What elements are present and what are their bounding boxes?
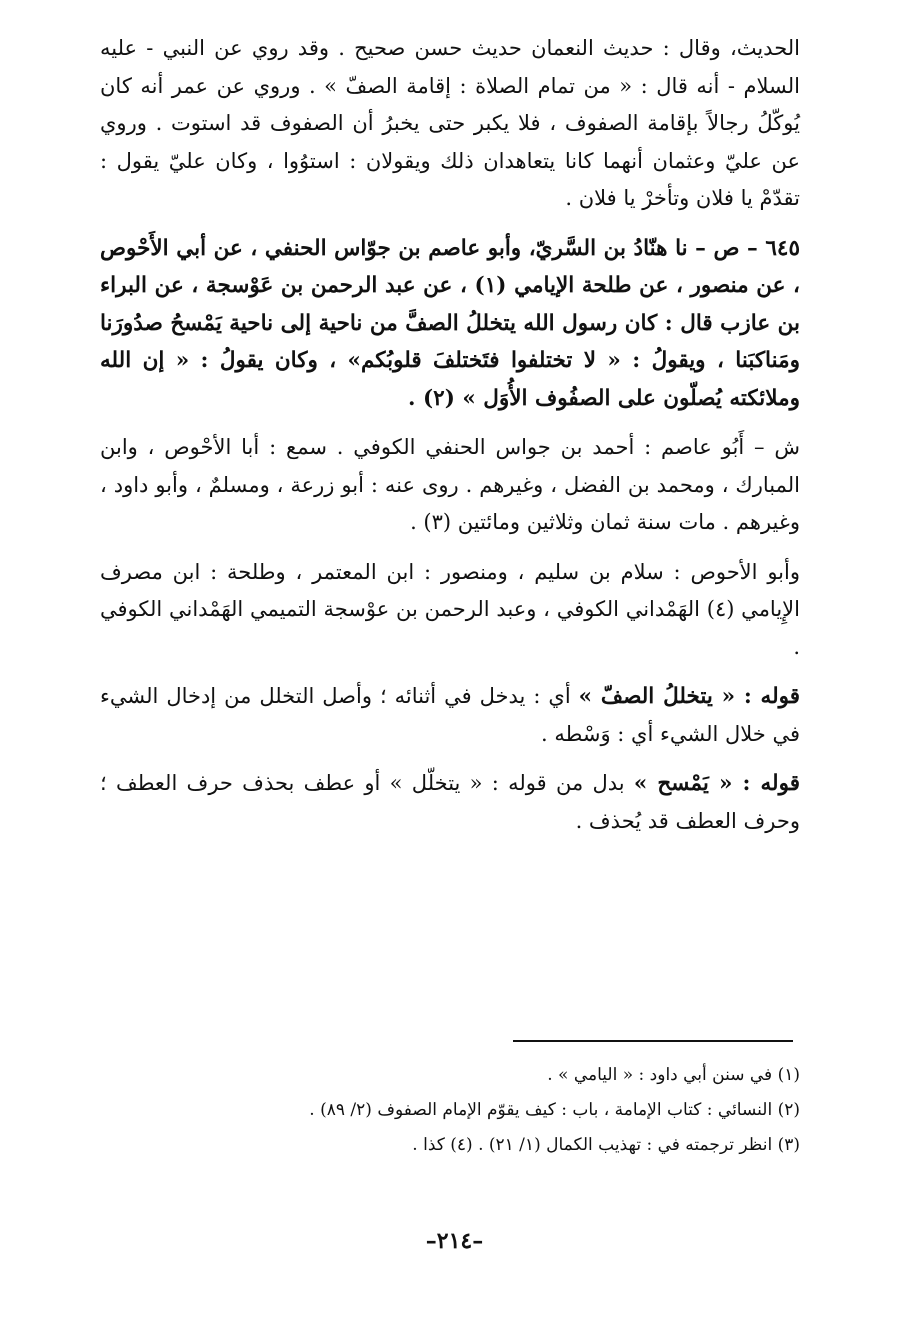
main-text — [100, 30, 800, 840]
paragraph-hadith-645: ٦٤٥ – ص – نا هنّادُ بن السَّريّ، وأبو عاصم بن جوّاس الحنفي ، عن أبي الأَحْوص ، عن منصور ، عن طلحة الإيامي (١) ، عن عبد الرحمن بن عَوْسجة ، عن البراء بن عازب قال : كان رسول الله يتخللُ الصفَّ من ناحية إلى ناحية يَمْسحُ صدُورَنا ومَناكبَنا ، ويقولُ : « لا تختلفوا فتَختلفَ قلوبُكم» ، وكان يقولُ : « إن الله وملائكته يُصلّون على الصفُوف الأُوَل » (٢) . — [100, 235, 800, 411]
paragraph-narrator-abu-asim: ش – أَبُو عاصم : أحمد بن جواس الحنفي الكوفي . سمع : أبا الأحْوص ، وابن المبارك ، ومحمد بن الفضل ، وغيرهم . روى عنه : أبو زرعة ، ومسلمٌ ، وأبو داود ، وغيرهم . مات سنة ثمان وثلاثين ومائتين (٣) . — [100, 435, 800, 534]
page-number: –٢١٤– — [425, 1228, 484, 1254]
paragraph-narrators-list: وأبو الأحوص : سلام بن سليم ، ومنصور : ابن المعتمر ، وطلحة : ابن مصرف الإِيامي (٤) الهَمْداني الكوفي ، وعبد الرحمن بن عوْسجة التميمي الهَمْداني الكوفي . — [100, 559, 800, 659]
footnote-1: (١) في سنن أبي داود : « اليامي » . — [547, 1065, 800, 1085]
explanation-lead: قوله : « يَمْسح » — [633, 771, 800, 796]
footnote-3-4: (٣) انظر ترجمته في : تهذيب الكمال (١/ ٢١) . (٤) كذا . — [412, 1135, 800, 1155]
explanation-body: بدل من قوله : « يتخلّل » أو عطف بحذف حرف العطف ؛ وحرف العطف قد يُحذف . — [100, 771, 800, 833]
explanation-body: أي : يدخل في أثنائه ؛ وأصل التخلل من إدخال الشيء في خلال الشيء أي : وَسْطه . — [100, 684, 800, 746]
paragraph-explanation-takhallul — [100, 678, 800, 753]
footnote-divider — [513, 1040, 793, 1042]
paragraph-explanation-yamsah — [100, 765, 800, 840]
explanation-lead: قوله : « يتخللُ الصفّ » — [578, 684, 801, 709]
paragraph-hadith-commentary: الحديث، وقال : حديث النعمان حديث حسن صحيح . وقد روي عن النبي - عليه السلام - أنه قال : « من تمام الصلاة : إقامة الصفّ » . وروي عن عمر أنه كان يُوكّلُ رجالاً بإقامة الصفوف ، فلا يكبر حتى يخبرُ أن الصفوف قد استوت . وروي عن عليّ وعثمان أنهما كانا يتعاهدان ذلك ويقولان : استوُوا ، وكان عليّ يقول : تقدّمْ يا فلان وتأخرْ يا فلان . — [100, 36, 800, 210]
footnote-2: (٢) النسائي : كتاب الإمامة ، باب : كيف يقوّم الإمام الصفوف (٢/ ٨٩) . — [309, 1100, 800, 1120]
footnotes — [100, 1058, 800, 1163]
